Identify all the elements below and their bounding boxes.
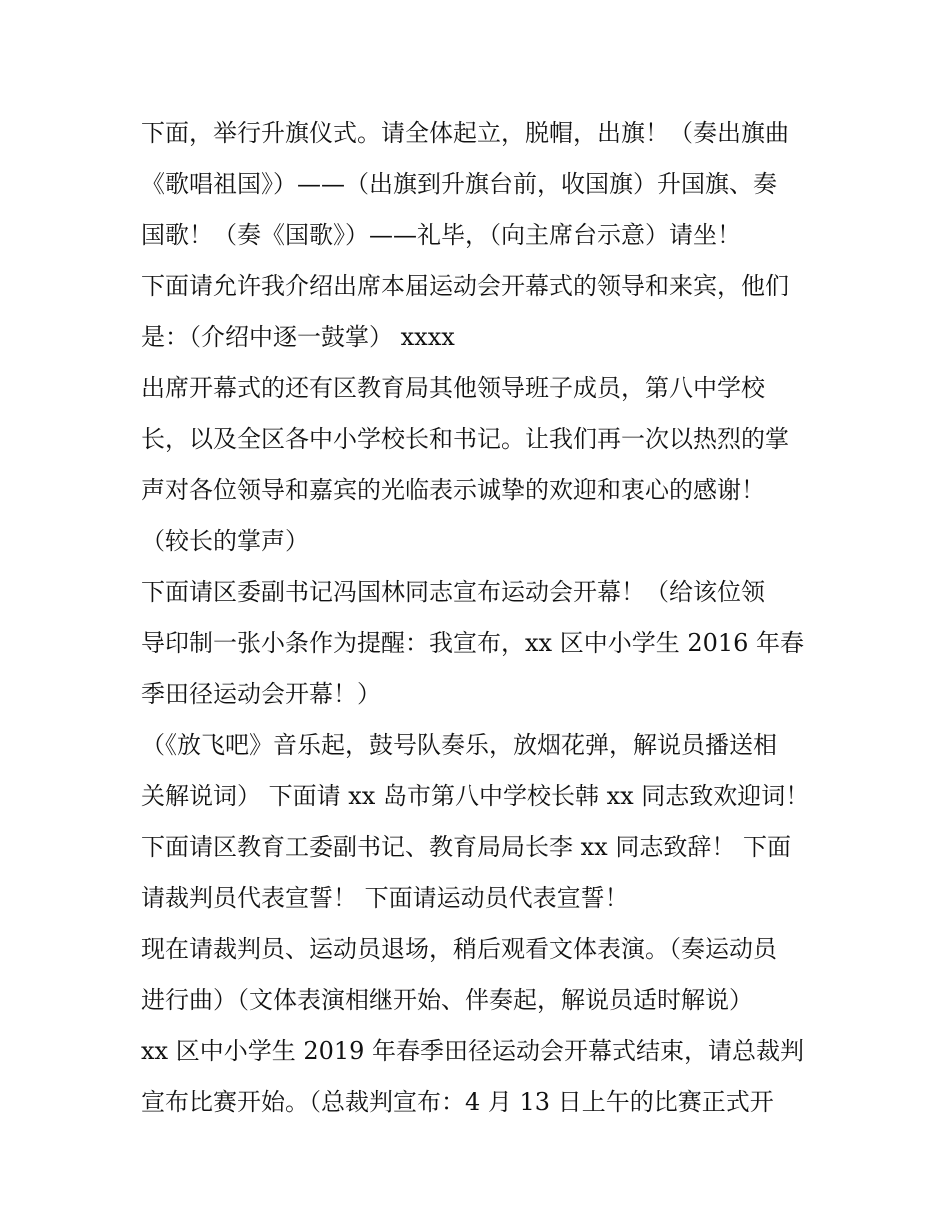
- text-line: 是：（介绍中逐一鼓掌） xxxx: [141, 323, 455, 351]
- text-line: xx 区中小学生 2019 年春季田径运动会开幕式结束，请总裁判: [141, 1037, 805, 1065]
- text-line: 下面，举行升旗仪式。请全体起立，脱帽，出旗！（奏出旗曲: [141, 119, 789, 147]
- text-line: 宣布比赛开始。（总裁判宣布：4 月 13 日上午的比赛正式开: [141, 1088, 774, 1116]
- text-line: 请裁判员代表宣誓！ 下面请运动员代表宣誓！: [141, 884, 629, 912]
- text-line: 下面请区委副书记冯国林同志宣布运动会开幕！（给该位领: [141, 578, 765, 606]
- document-body: [141, 108, 821, 1128]
- text-line: 下面请允许我介绍出席本届运动会开幕式的领导和来宾，他们: [141, 272, 789, 300]
- text-line: 下面请区教育工委副书记、教育局局长李 xx 同志致辞！ 下面: [141, 833, 791, 861]
- text-line: （较长的掌声）: [141, 527, 309, 555]
- text-line: 进行曲）（文体表演相继开始、伴奏起，解说员适时解说）: [141, 986, 753, 1014]
- text-line: 导印制一张小条作为提醒：我宣布，xx 区中小学生 2016 年春: [141, 629, 805, 657]
- text-line: 长，以及全区各中小学校长和书记。让我们再一次以热烈的掌: [141, 425, 789, 453]
- text-line: 声对各位领导和嘉宾的光临表示诚挚的欢迎和衷心的感谢！: [141, 476, 765, 504]
- text-line: 关解说词） 下面请 xx 岛市第八中学校长韩 xx 同志致欢迎词！: [141, 782, 810, 810]
- text-line: 季田径运动会开幕！）: [141, 680, 381, 708]
- text-line: 《歌唱祖国》）——（出旗到升旗台前，收国旗）升国旗、奏: [141, 170, 777, 198]
- text-line: （《放飞吧》音乐起，鼓号队奏乐，放烟花弹，解说员播送相: [141, 731, 777, 759]
- text-line: 出席开幕式的还有区教育局其他领导班子成员，第八中学校: [141, 374, 765, 402]
- text-line: 现在请裁判员、运动员退场，稍后观看文体表演。（奏运动员: [141, 935, 777, 963]
- text-line: 国歌！（奏《国歌》）——礼毕，（向主席台示意）请坐！: [141, 221, 741, 249]
